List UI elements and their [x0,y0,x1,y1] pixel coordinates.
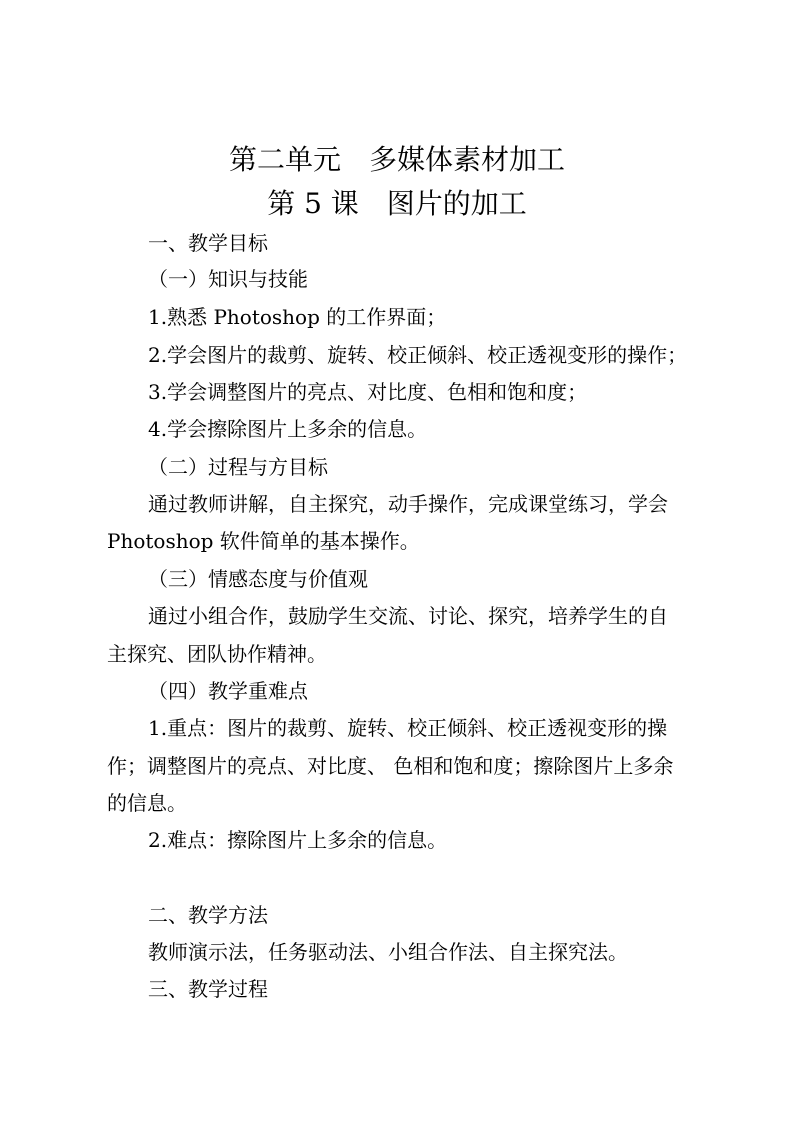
lesson-title: 第 5 课 图片的加工 [267,187,527,220]
section-heading-process: 三、教学过程 [148,977,268,1001]
paragraph-line: 4.学会擦除图片上多余的信息。 [148,417,428,441]
section-heading-objectives: 一、教学目标 [148,231,268,255]
paragraph-line: 通过小组合作，鼓励学生交流、讨论、探究，培养学生的自 [148,604,668,628]
paragraph-line: 的信息。 [107,791,187,815]
section-heading-methods: 二、教学方法 [148,903,268,927]
paragraph-line: 2.学会图片的裁剪、旋转、校正倾斜、校正透视变形的操作； [148,343,688,367]
subsection-heading-emotion: （三）情感态度与价值观 [148,567,368,591]
paragraph-line: 1.熟悉 Photoshop 的工作界面； [148,305,447,329]
paragraph-line: 3.学会调整图片的亮点、对比度、色相和饱和度； [148,380,588,404]
paragraph-line: 1.重点：图片的裁剪、旋转、校正倾斜、校正透视变形的操 [148,716,668,740]
paragraph-line: Photoshop 软件简单的基本操作。 [107,529,420,553]
paragraph-line: 教师演示法，任务驱动法、小组合作法、自主探究法。 [148,940,628,964]
paragraph-line: 通过教师讲解，自主探究，动手操作，完成课堂练习，学会 [148,492,668,516]
unit-title: 第二单元 多媒体素材加工 [228,143,565,176]
subsection-heading-knowledge: （一）知识与技能 [148,267,308,291]
paragraph-line: 作；调整图片的亮点、对比度、 色相和饱和度；擦除图片上多余 [107,754,674,778]
paragraph-line: 2.难点：擦除图片上多余的信息。 [148,828,448,852]
paragraph-line: 主探究、团队协作精神。 [107,642,327,666]
subsection-heading-key-points: （四）教学重难点 [148,679,308,703]
subsection-heading-process: （二）过程与方目标 [148,455,328,479]
